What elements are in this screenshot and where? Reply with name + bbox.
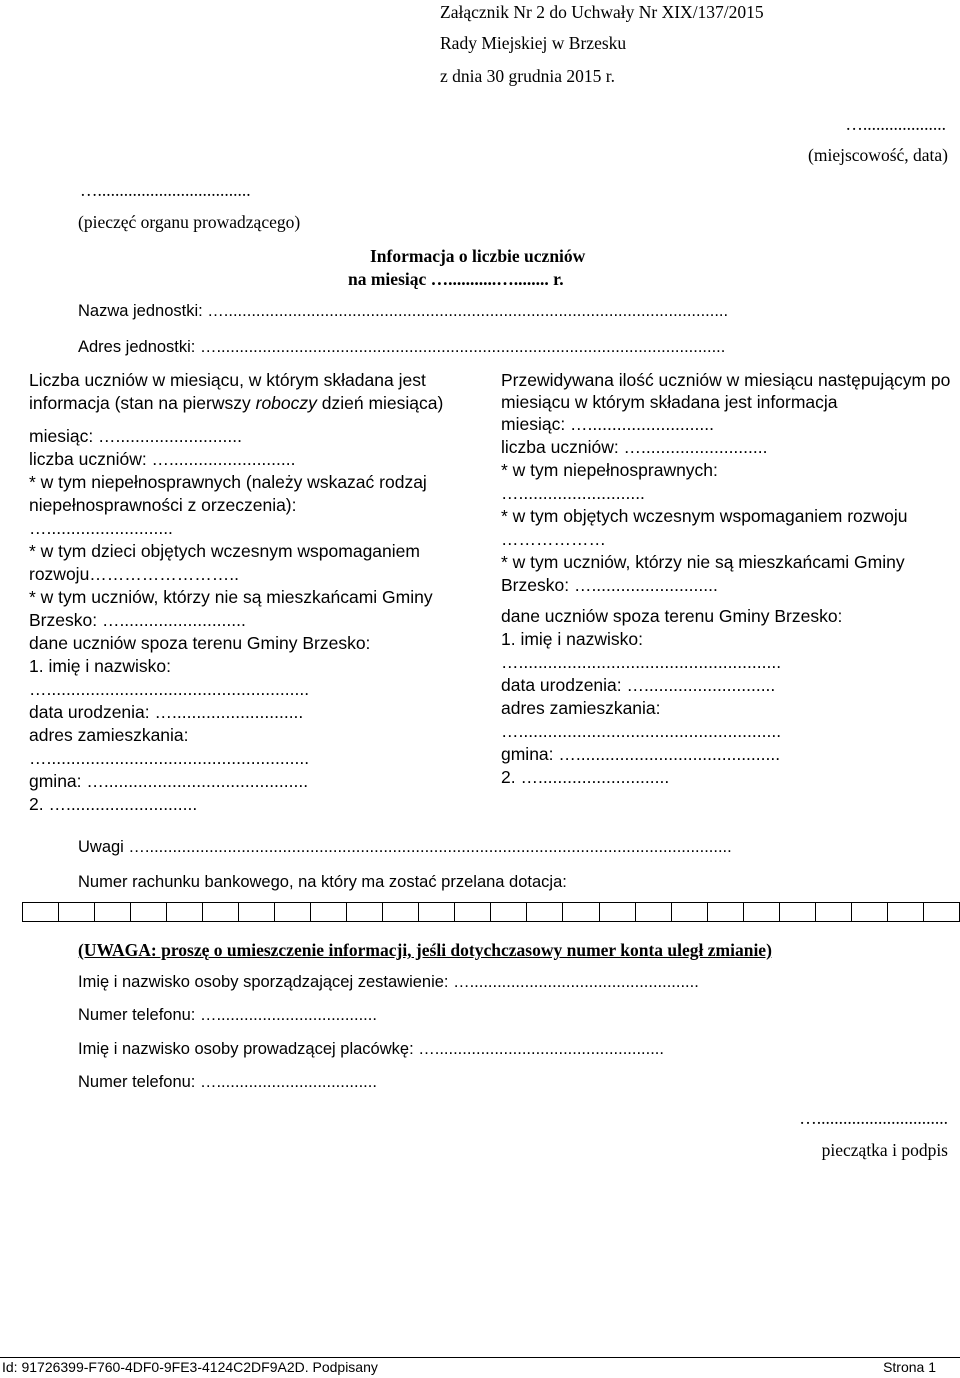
right-disabled-label: * w tym niepełnosprawnych: <box>501 460 718 480</box>
page-number: Strona 1 <box>883 1359 936 1375</box>
account-digit-box[interactable] <box>888 903 924 921</box>
stamp-label: (pieczęć organu prowadzącego) <box>78 212 301 232</box>
left-address-dots[interactable]: …...................................................... <box>29 748 310 768</box>
left-second-entry[interactable]: 2. …........................... <box>29 794 198 814</box>
right-name-label: 1. imię i nazwisko: <box>501 629 643 649</box>
account-digit-box[interactable] <box>672 903 708 921</box>
account-digit-box[interactable] <box>563 903 599 921</box>
right-non-residents-field[interactable]: * w tym uczniów, którzy nie są mieszkańcami Gminy Brzesko: ….......................... <box>501 552 905 595</box>
account-digit-box[interactable] <box>708 903 744 921</box>
bank-account-label: Numer rachunku bankowego, na który ma zostać przelana dotacja: <box>78 873 567 891</box>
place-date-label: (miejscowość, data) <box>808 145 948 165</box>
left-birth-field[interactable]: data urodzenia: …........................... <box>29 702 304 722</box>
account-digit-box[interactable] <box>383 903 419 921</box>
right-birth-field[interactable]: data urodzenia: …........................... <box>501 675 776 695</box>
account-digit-box[interactable] <box>311 903 347 921</box>
account-digit-box[interactable] <box>636 903 672 921</box>
right-outside-heading: dane uczniów spoza terenu Gminy Brzesko: <box>501 606 843 626</box>
header-line-3: z dnia 30 grudnia 2015 r. <box>440 66 615 86</box>
remarks-field[interactable]: Uwagi …................................................................................................................................ <box>78 838 732 856</box>
account-digit-box[interactable] <box>275 903 311 921</box>
right-early-support-label: * w tym objętych wczesnym wspomaganiem rozwoju <box>501 506 908 526</box>
right-name-dots[interactable]: …...................................................... <box>501 652 782 672</box>
account-digit-box[interactable] <box>59 903 95 921</box>
account-change-notice: (UWAGA: proszę o umieszczenie informacji, jeśli dotychczasowy numer konta uległ zmianie) <box>78 940 772 960</box>
preparer-name-field[interactable]: Imię i nazwisko osoby sporządzającej zestawienie: ….................................................. <box>78 973 699 991</box>
header-line-2: Rady Miejskiej w Brzesku <box>440 33 627 53</box>
account-digit-box[interactable] <box>527 903 563 921</box>
right-address-dots[interactable]: …...................................................... <box>501 721 782 741</box>
left-non-residents-field[interactable]: * w tym uczniów, którzy nie są mieszkańcami Gminy Brzesko: ….......................... <box>29 587 433 630</box>
account-digit-box[interactable] <box>852 903 888 921</box>
account-digit-box[interactable] <box>924 903 960 921</box>
right-count-field[interactable]: liczba uczniów: ….......................... <box>501 437 768 457</box>
account-digit-box[interactable] <box>455 903 491 921</box>
stamp-dots[interactable]: …................................... <box>80 180 251 200</box>
next-month-column <box>501 366 960 789</box>
account-digit-box[interactable] <box>419 903 455 921</box>
current-month-column <box>29 366 484 816</box>
head-name-field[interactable]: Imię i nazwisko osoby prowadzącej placówkę: ….................................................. <box>78 1040 664 1058</box>
left-heading: Liczba uczniów w miesiącu, w którym składana jest informacja (stan na pierwszy roboczy dzień miesiąca) <box>29 370 444 413</box>
form-title-line-2[interactable]: na miesiąc …...........…........ r. <box>348 269 564 289</box>
left-disabled-dots[interactable]: ….......................... <box>29 518 173 538</box>
document-id: Id: 91726399-F760-4DF0-9FE3-4124C2DF9A2D. Podpisany <box>2 1359 378 1375</box>
left-outside-heading: dane uczniów spoza terenu Gminy Brzesko: <box>29 633 371 653</box>
left-count-field[interactable]: liczba uczniów: ….......................... <box>29 449 296 469</box>
account-digit-box[interactable] <box>167 903 203 921</box>
right-gmina-field[interactable]: gmina: ….......................................... <box>501 744 781 764</box>
signature-dots[interactable]: ….............................. <box>799 1108 948 1128</box>
account-digit-box[interactable] <box>239 903 275 921</box>
account-digit-box[interactable] <box>491 903 527 921</box>
account-digit-box[interactable] <box>131 903 167 921</box>
account-digit-box[interactable] <box>95 903 131 921</box>
form-title-line-1: Informacja o liczbie uczniów <box>370 246 586 266</box>
place-date-dots[interactable]: …................... <box>845 114 946 134</box>
right-second-entry[interactable]: 2. …........................... <box>501 767 670 787</box>
footer-divider <box>0 1357 960 1358</box>
account-digit-box[interactable] <box>780 903 816 921</box>
left-name-label: 1. imię i nazwisko: <box>29 656 171 676</box>
left-month-field[interactable]: miesiąc: ….......................... <box>29 426 242 446</box>
right-disabled-dots[interactable]: ….......................... <box>501 483 645 503</box>
unit-name-field[interactable]: Nazwa jednostki: ….............................................................................................................. <box>78 302 729 320</box>
header-line-1: Załącznik Nr 2 do Uchwały Nr XIX/137/2015 <box>440 2 764 22</box>
left-early-support-field[interactable]: * w tym dzieci objętych wczesnym wspomaganiem rozwoju…………………….. <box>29 541 420 584</box>
right-heading: Przewidywana ilość uczniów w miesiącu następującym po miesiącu w którym składana jest informacja <box>501 370 951 412</box>
head-phone-field[interactable]: Numer telefonu: …................................... <box>78 1073 377 1091</box>
account-digit-box[interactable] <box>203 903 239 921</box>
left-gmina-field[interactable]: gmina: ….......................................... <box>29 771 309 791</box>
account-digit-box[interactable] <box>347 903 383 921</box>
signature-label: pieczątka i podpis <box>821 1140 948 1160</box>
right-address-label: adres zamieszkania: <box>501 698 661 718</box>
bank-account-boxes[interactable] <box>22 902 960 922</box>
preparer-phone-field[interactable]: Numer telefonu: …................................... <box>78 1006 377 1024</box>
account-digit-box[interactable] <box>816 903 852 921</box>
account-digit-box[interactable] <box>600 903 636 921</box>
left-address-label: adres zamieszkania: <box>29 725 189 745</box>
account-digit-box[interactable] <box>744 903 780 921</box>
left-disabled-label: * w tym niepełnosprawnych (należy wskazać rodzaj niepełnosprawności z orzeczenia): <box>29 472 427 515</box>
left-name-dots[interactable]: …...................................................... <box>29 679 310 699</box>
right-month-field[interactable]: miesiąc: ….......................... <box>501 414 714 434</box>
student-data-columns <box>29 366 959 826</box>
account-digit-box[interactable] <box>23 903 59 921</box>
unit-address-field[interactable]: Adres jednostki: …............................................................................................................... <box>78 338 726 356</box>
right-early-support-dots[interactable]: ……………… <box>501 529 606 549</box>
